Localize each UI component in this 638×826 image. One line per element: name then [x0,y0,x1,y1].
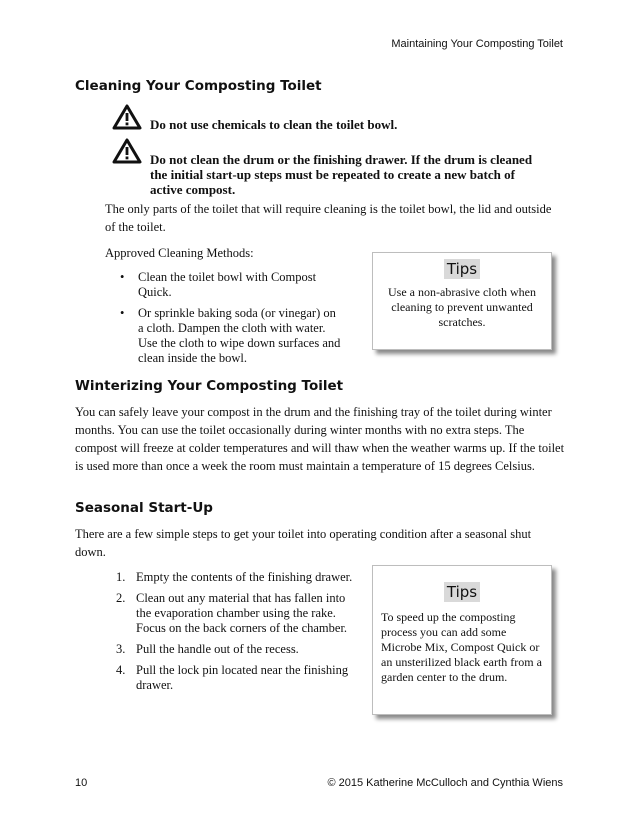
section-heading-cleaning: Cleaning Your Composting Toilet [75,78,322,94]
list-item: • Or sprinkle baking soda (or vinegar) on a cloth. Dampen the cloth with water. Use the cloth to wipe down surfaces and clean inside the bowl. [118,306,343,366]
tips-title: Tips [444,259,480,279]
page-number: 10 [75,777,88,789]
warning-icon [112,104,142,130]
tips-box-startup [372,565,552,715]
warning-text-chemicals: Do not use chemicals to clean the toilet bowl. [150,117,398,132]
list-item [116,591,356,636]
cleaning-intro: The only parts of the toilet that will require cleaning is the toilet bowl, the lid and outside of the toilet. [105,202,552,234]
list-item [116,663,356,693]
startup-steps-list [116,570,356,699]
step-text: Empty the contents of the finishing drawer. [136,570,353,584]
tips-box-cleaning [372,252,552,350]
warning-icon [112,138,142,164]
cleaning-methods-list [118,270,343,372]
tips-title: Tips [444,582,480,602]
list-item: • Clean the toilet bowl with Compost Quick. [118,270,343,300]
step-number: 3. [116,642,126,656]
step-text: Pull the lock pin located near the finishing drawer. [136,663,349,692]
step-number: 2. [116,591,126,605]
section-heading-startup: Seasonal Start-Up [75,500,213,516]
step-text: Clean out any material that has fallen into the evaporation chamber using the rake. Focus on the back corners of the chamber. [136,591,348,635]
step-text: Pull the handle out of the recess. [136,642,299,656]
winterizing-text: You can safely leave your compost in the drum and the finishing tray of the toilet during winter months. You can use the toilet occasionally during winter months with no extra steps. The compost will freeze at colder temperatures and will thaw when the weather warms up. If the toilet is used more than once a week the room must maintain a temperature of 15 degrees Celsius. [75,405,565,473]
step-number: 4. [116,663,126,677]
tips-text: To speed up the composting process you can add some Microbe Mix, Compost Quick or an unsterilized black earth from a garden center to the drum. [381,610,542,684]
list-item [116,642,356,657]
tips-text: Use a non-abrasive cloth when cleaning to prevent unwanted scratches. [388,285,536,329]
section-heading-winterizing: Winterizing Your Composting Toilet [75,378,344,394]
copyright: © 2015 Katherine McCulloch and Cynthia Wiens [327,777,563,789]
methods-label: Approved Cleaning Methods: [105,246,254,260]
running-header: Maintaining Your Composting Toilet [391,38,563,50]
warning-text-drum: Do not clean the drum or the finishing drawer. If the drum is cleaned the initial start-up steps must be repeated to create a new batch of active compost. [150,152,533,197]
startup-intro: There are a few simple steps to get your toilet into operating condition after a seasonal shut down. [75,527,532,559]
list-item [116,570,356,585]
step-number: 1. [116,570,126,584]
